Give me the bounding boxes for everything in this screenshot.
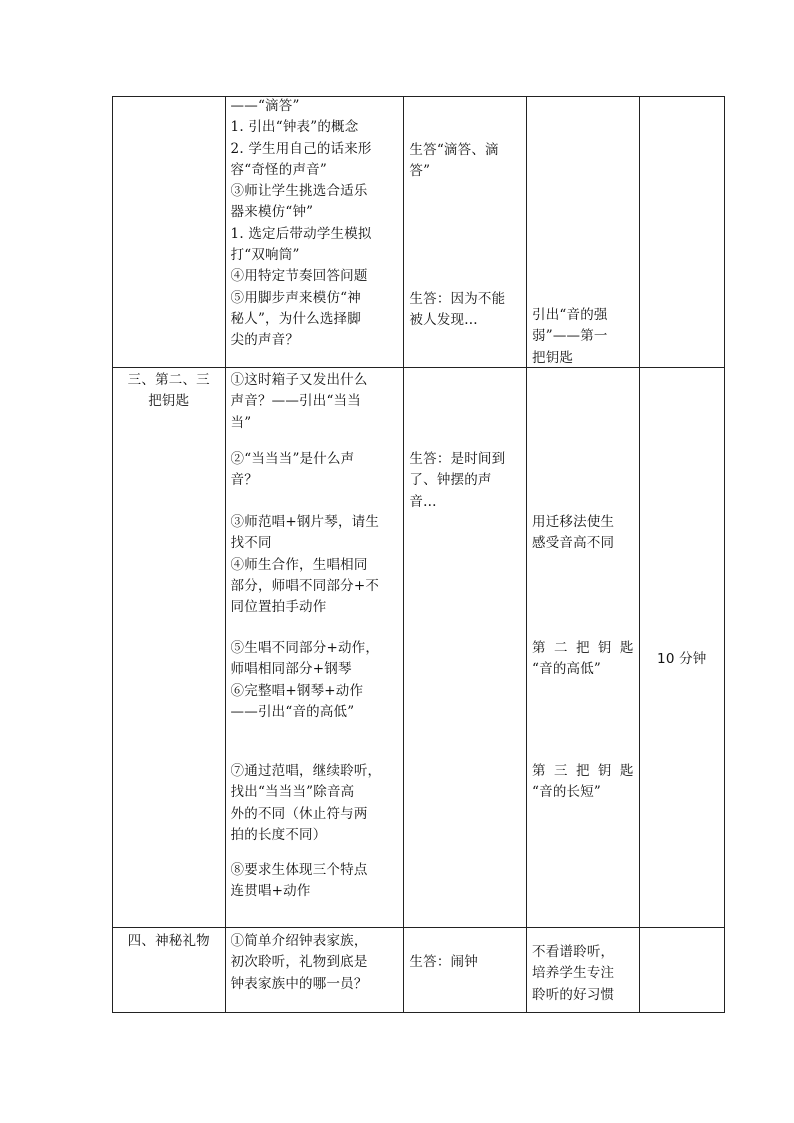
text-line: 声音？——引出“当当 bbox=[230, 393, 361, 410]
text-line: 感受音高不同 bbox=[532, 535, 615, 552]
text-line: 1. 选定后带动学生模拟 bbox=[230, 225, 372, 242]
row2-step-1 bbox=[231, 370, 399, 434]
text-line: 生答：是时间到 bbox=[409, 451, 506, 467]
row2-student-activity-cell bbox=[404, 368, 527, 928]
row2-step-3-4 bbox=[231, 512, 399, 618]
text-line: 师唱相同部分+钢琴 bbox=[230, 661, 352, 678]
table-row bbox=[113, 928, 725, 1013]
text-line: “音的长短” bbox=[532, 784, 602, 801]
text-line: ⑤用脚步声来模仿“神 bbox=[230, 289, 361, 306]
text-line: 容“奇怪的声音” bbox=[230, 161, 327, 178]
text-line: 引出“音的强 bbox=[532, 307, 608, 323]
row2-step-8 bbox=[231, 860, 399, 903]
table-row bbox=[113, 368, 725, 928]
text-line: ——“滴答” bbox=[230, 98, 300, 114]
row3-design-intent-cell bbox=[527, 928, 640, 1013]
text-line: ④师生合作，生唱相同 bbox=[230, 556, 368, 573]
text-line: 三、第二、三 bbox=[127, 372, 210, 388]
text-line: 答” bbox=[409, 163, 431, 180]
row3-teacher-activity-cell bbox=[225, 928, 404, 1013]
text-line: 生答“滴答、滴 bbox=[409, 142, 499, 158]
text-line: 弱”——第一 bbox=[532, 328, 608, 345]
text-line: ④用特定节奏回答问题 bbox=[230, 268, 368, 285]
row1-student-activity-cell bbox=[404, 97, 527, 368]
text-line: 当” bbox=[230, 414, 252, 431]
row3-teacher-activity bbox=[231, 931, 399, 995]
text-line: ——引出“音的高低” bbox=[230, 703, 355, 720]
text-line: 聆听的好习惯 bbox=[532, 986, 615, 1003]
row2-design-intent-cell bbox=[527, 368, 640, 928]
text-line: 培养学生专注 bbox=[532, 965, 615, 982]
row1-teacher-activity bbox=[231, 96, 399, 352]
row3-time-cell bbox=[639, 928, 724, 1013]
text-line: 找不同 bbox=[230, 535, 272, 552]
row2-time-cell bbox=[639, 368, 724, 928]
row3-stage-cell bbox=[113, 928, 226, 1013]
row3-stage: 四、神秘礼物 bbox=[127, 933, 210, 949]
text-line: 尖的声音？ bbox=[230, 332, 300, 349]
text-line: 音？ bbox=[230, 472, 258, 489]
text-line: 秘人”，为什么选择脚 bbox=[230, 310, 361, 327]
text-line: ③师让学生挑选合适乐 bbox=[230, 183, 368, 200]
text-line: 音... bbox=[409, 493, 437, 510]
text-line: 被人发现... bbox=[409, 312, 478, 329]
row2-student-answer bbox=[409, 449, 521, 513]
text-line: 2. 学生用自己的话来形 bbox=[230, 140, 372, 157]
row2-design-intent-a bbox=[532, 512, 634, 555]
table-row bbox=[113, 97, 725, 368]
text-line: 了、钟摆的声 bbox=[409, 472, 492, 489]
text-line: ⑦通过范唱，继续聆听， bbox=[230, 763, 382, 779]
row2-stage-cell bbox=[113, 368, 226, 928]
text-line: 找出“当当当”除音高 bbox=[230, 784, 355, 801]
text-line: ②“当当当”是什么声 bbox=[230, 451, 355, 467]
text-line: 拍的长度不同） bbox=[230, 826, 327, 843]
row1-stage-cell bbox=[113, 97, 226, 368]
row3-design-intent bbox=[532, 942, 634, 1006]
text-line: 同位置拍手动作 bbox=[230, 599, 327, 616]
text-line: 打“双响筒” bbox=[230, 247, 300, 264]
row2-design-intent-c bbox=[532, 761, 634, 804]
text-line: 第二把钥匙 bbox=[532, 640, 634, 656]
text-line: ③师范唱+钢片琴，请生 bbox=[230, 514, 380, 530]
row2-time: 10 分钟 bbox=[657, 651, 707, 667]
row3-student-answer: 生答：闹钟 bbox=[409, 954, 478, 970]
text-line: 第三把钥匙 bbox=[532, 763, 634, 779]
text-line: 不看谱聆听， bbox=[532, 944, 615, 960]
row2-design-intent-b bbox=[532, 638, 634, 681]
row1-design-intent bbox=[532, 305, 634, 369]
row2-stage bbox=[118, 370, 220, 413]
row1-student-answer-a bbox=[409, 140, 521, 183]
text-line: 1. 引出“钟表”的概念 bbox=[230, 119, 359, 136]
text-line: 初次聆听，礼物到底是 bbox=[230, 954, 368, 971]
row1-time-cell bbox=[639, 97, 724, 368]
row1-teacher-activity-cell bbox=[225, 97, 404, 368]
lesson-plan-table bbox=[112, 96, 725, 1013]
text-line: 把钥匙 bbox=[148, 393, 190, 410]
row2-step-5-6 bbox=[231, 638, 399, 723]
text-line: 钟表家族中的哪一员？ bbox=[230, 975, 368, 992]
text-line: ①简单介绍钟表家族， bbox=[230, 933, 368, 949]
text-line: ①这时箱子又发出什么 bbox=[230, 372, 368, 388]
text-line: 用迁移法使生 bbox=[532, 514, 615, 530]
text-line: 器来模仿“钟” bbox=[230, 204, 314, 221]
text-line: 部分，师唱不同部分+不 bbox=[230, 577, 380, 594]
row2-teacher-activity-cell bbox=[225, 368, 404, 928]
text-line: ⑥完整唱+钢琴+动作 bbox=[230, 682, 364, 699]
row1-design-intent-cell bbox=[527, 97, 640, 368]
text-line: 生答：因为不能 bbox=[409, 291, 506, 307]
text-line: ⑧要求生体现三个特点 bbox=[230, 862, 368, 878]
text-line: ⑤生唱不同部分+动作， bbox=[230, 640, 380, 656]
row1-student-answer-b bbox=[409, 289, 521, 332]
row2-step-7 bbox=[231, 761, 399, 846]
text-line: 连贯唱+动作 bbox=[230, 883, 311, 900]
text-line: 把钥匙 bbox=[532, 349, 574, 366]
row3-student-activity-cell bbox=[404, 928, 527, 1013]
text-line: “音的高低” bbox=[532, 661, 602, 678]
row2-step-2 bbox=[231, 449, 399, 492]
text-line: 外的不同（休止符与两 bbox=[230, 805, 368, 822]
